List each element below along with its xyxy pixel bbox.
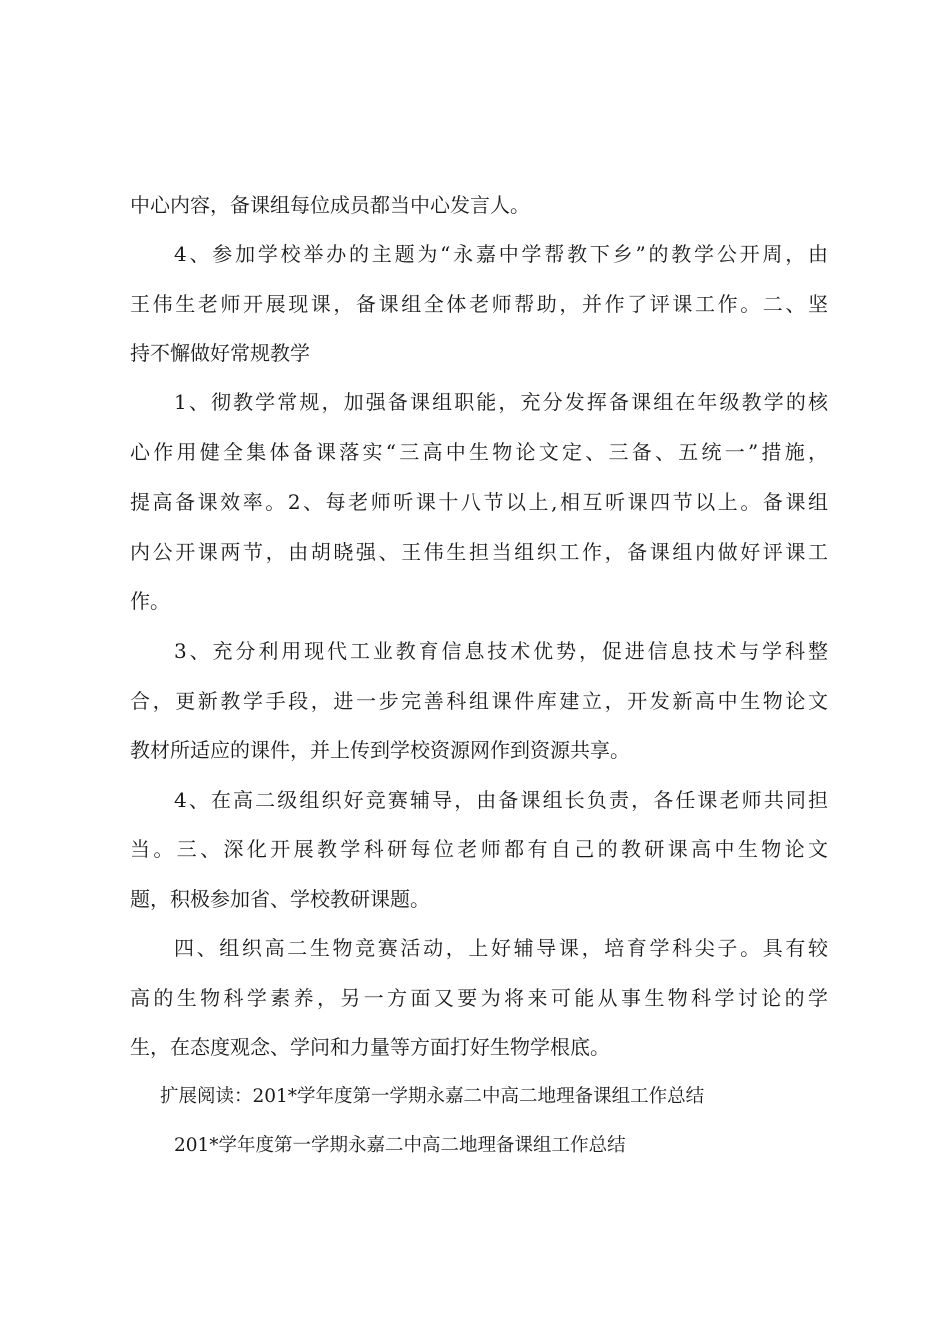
paragraph-5-line-1: 4、在高二级组织好竞赛辅导，由备课组长负责，各任课老师共同担 [174, 788, 828, 812]
paragraph-3-line-5: 作。 [130, 589, 170, 613]
paragraph-5-line-2: 当。三、深化开展教学科研每位老师都有自己的教研课高中生物论文 [130, 837, 828, 861]
paragraph-6-line-3: 生，在态度观念、学问和力量等方面打好生物学根底。 [130, 1035, 610, 1059]
paragraph-3-line-2: 心作用健全集体备课落实“三高中生物论文定、三备、五统一”措施， [130, 440, 828, 464]
paragraph-6-line-1: 四、组织高二生物竞赛活动，上好辅导课，培育学科尖子。具有较 [174, 936, 828, 960]
paragraph-4-line-2: 合，更新教学手段，进一步完善科组课件库建立，开发新高中生物论文 [130, 689, 828, 713]
extended-reading-line: 扩展阅读：201*学年度第一学期永嘉二中高二地理备课组工作总结 [160, 1086, 705, 1107]
paragraph-3-line-3: 提高备课效率。2、每老师听课十八节以上,相互听课四节以上。备课组 [130, 490, 828, 514]
paragraph-2-line-2: 王伟生老师开展现课，备课组全体老师帮助，并作了评课工作。二、坚 [130, 292, 828, 316]
paragraph-2-line-3: 持不懈做好常规教学 [130, 341, 310, 365]
paragraph-4-line-1: 3、充分利用现代工业教育信息技术优势，促进信息技术与学科整 [174, 639, 828, 663]
paragraph-3-line-4: 内公开课两节，由胡晓强、王伟生担当组织工作，备课组内做好评课工 [130, 540, 828, 564]
paragraph-6-line-2: 高的生物科学素养，另一方面又要为将来可能从事生物科学讨论的学 [130, 986, 828, 1010]
paragraph-3-line-1: 1、彻教学常规，加强备课组职能，充分发挥备课组在年级教学的核 [174, 390, 828, 414]
paragraph-5-line-3: 题，积极参加省、学校教研课题。 [130, 887, 430, 911]
paragraph-4-line-3: 教材所适应的课件，并上传到学校资源网作到资源共享。 [130, 738, 630, 762]
paragraph-2-line-1: 4、参加学校举办的主题为“永嘉中学帮教下乡”的教学公开周，由 [174, 242, 828, 266]
paragraph-1-line-1: 中心内容，备课组每位成员都当中心发言人。 [130, 193, 530, 217]
summary-title-line: 201*学年度第一学期永嘉二中高二地理备课组工作总结 [174, 1135, 626, 1156]
